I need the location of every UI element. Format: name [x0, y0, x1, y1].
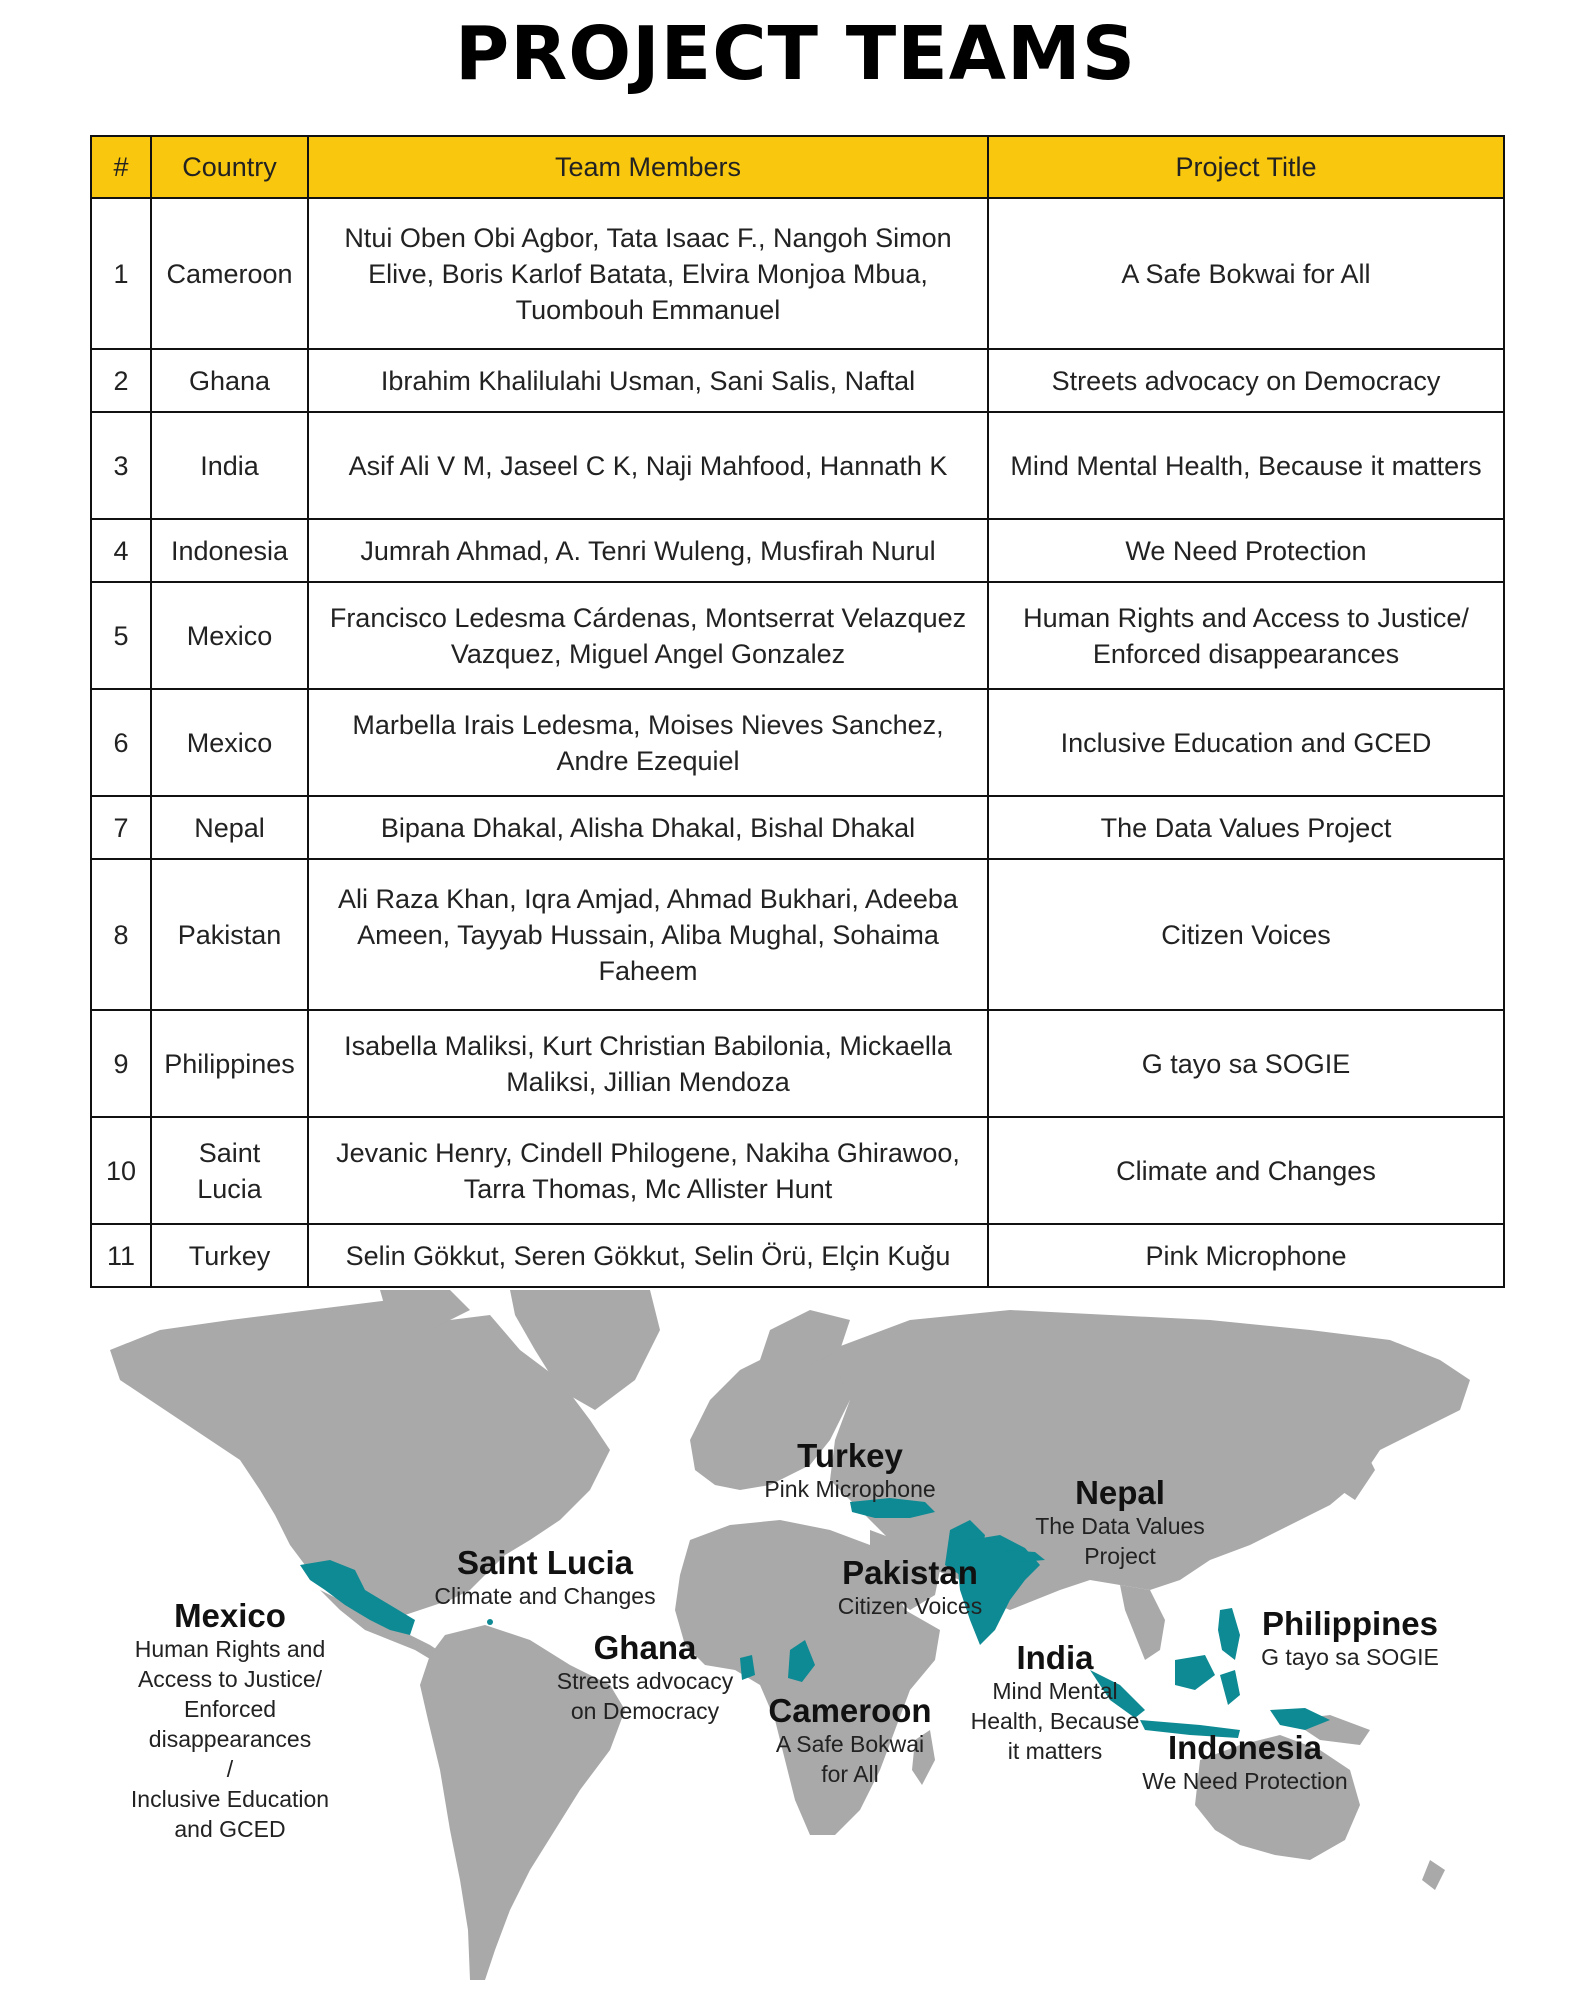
map-label-country: Ghana [593, 1629, 697, 1666]
table-row [91, 412, 1504, 519]
header-country: Country [151, 136, 308, 198]
row-project: Mind Mental Health, Because it matters [988, 412, 1504, 519]
row-country: Cameroon [151, 198, 308, 349]
map-label-project: A Safe Bokwai for All [775, 1731, 925, 1787]
row-project: Pink Microphone [988, 1224, 1504, 1287]
row-number: 4 [91, 519, 151, 582]
row-members: Marbella Irais Ledesma, Moises Nieves Sanchez, Andre Ezequiel [308, 689, 988, 796]
map-label-project: Citizen Voices [837, 1593, 983, 1619]
row-members: Jumrah Ahmad, A. Tenri Wuleng, Musfirah Nurul [308, 519, 988, 582]
row-members: Ntui Oben Obi Agbor, Tata Isaac F., Nangoh Simon Elive, Boris Karlof Batata, Elvira Monjoa Mbua, Tuombouh Emmanuel [308, 198, 988, 349]
row-country: Ghana [151, 349, 308, 412]
row-country: Philippines [151, 1010, 308, 1117]
row-project: Streets advocacy on Democracy [988, 349, 1504, 412]
row-country: Saint Lucia [151, 1117, 308, 1224]
row-project: Climate and Changes [988, 1117, 1504, 1224]
map-label-country: Mexico [174, 1597, 286, 1634]
indonesia-highlight-sulawesi [1220, 1670, 1240, 1705]
row-number: 1 [91, 198, 151, 349]
indonesia-highlight-kalimantan [1175, 1655, 1215, 1690]
row-project: The Data Values Project [988, 796, 1504, 859]
header-project-title: Project Title [988, 136, 1504, 198]
saint-lucia-highlight [487, 1619, 493, 1625]
row-country: Mexico [151, 689, 308, 796]
row-members: Ali Raza Khan, Iqra Amjad, Ahmad Bukhari, Adeeba Ameen, Tayyab Hussain, Aliba Mughal, Sohaima Faheem [308, 859, 988, 1010]
map-label-project: We Need Protection [1142, 1768, 1348, 1794]
row-number: 3 [91, 412, 151, 519]
row-members: Bipana Dhakal, Alisha Dhakal, Bishal Dhakal [308, 796, 988, 859]
table-row [91, 859, 1504, 1010]
map-label-country: Cameroon [768, 1692, 932, 1729]
row-country: India [151, 412, 308, 519]
map-label-saint-lucia [425, 1545, 665, 1611]
row-country: Turkey [151, 1224, 308, 1287]
map-label-nepal [1020, 1475, 1220, 1571]
row-members: Asif Ali V M, Jaseel C K, Naji Mahfood, Hannath K [308, 412, 988, 519]
map-label-project: Human Rights and Access to Justice/ Enforced disappearances / Inclusive Education and GCED [130, 1636, 330, 1842]
map-label-country: Philippines [1261, 1605, 1439, 1642]
row-project: G tayo sa SOGIE [988, 1010, 1504, 1117]
row-country: Pakistan [151, 859, 308, 1010]
table-row [91, 519, 1504, 582]
row-project: Human Rights and Access to Justice/ Enforced disappearances [988, 582, 1504, 689]
table-row [91, 198, 1504, 349]
map-label-country: Saint Lucia [456, 1544, 634, 1581]
table-row [91, 796, 1504, 859]
philippines-highlight [1218, 1608, 1240, 1660]
row-members: Jevanic Henry, Cindell Philogene, Nakiha Ghirawoo, Tarra Thomas, Mc Allister Hunt [308, 1117, 988, 1224]
map-label-project: Streets advocacy on Democracy [556, 1668, 734, 1724]
table-row [91, 1010, 1504, 1117]
map-label-country: Pakistan [842, 1554, 978, 1591]
table-row [91, 1224, 1504, 1287]
map-label-country: Turkey [797, 1437, 903, 1474]
header-team-members: Team Members [308, 136, 988, 198]
map-label-philippines [1240, 1606, 1460, 1672]
map-label-country: Indonesia [1167, 1729, 1323, 1766]
row-country: Nepal [151, 796, 308, 859]
map-label-turkey [750, 1438, 950, 1504]
page-title: PROJECT TEAMS [455, 11, 1136, 97]
row-members: Ibrahim Khalilulahi Usman, Sani Salis, Naftal [308, 349, 988, 412]
header-number: # [91, 136, 151, 198]
map-label-cameroon [750, 1693, 950, 1789]
map-label-mexico [110, 1598, 350, 1844]
map-label-pakistan [810, 1555, 1010, 1621]
world-map [90, 1290, 1503, 1980]
row-project: Citizen Voices [988, 859, 1504, 1010]
map-label-country: India [1016, 1639, 1094, 1676]
row-project: Inclusive Education and GCED [988, 689, 1504, 796]
row-number: 10 [91, 1117, 151, 1224]
row-members: Isabella Maliksi, Kurt Christian Babilonia, Mickaella Maliksi, Jillian Mendoza [308, 1010, 988, 1117]
map-label-project: Pink Microphone [764, 1476, 936, 1502]
map-label-project: The Data Values Project [1035, 1513, 1205, 1569]
row-number: 8 [91, 859, 151, 1010]
row-members: Selin Gökkut, Seren Gökkut, Selin Örü, Elçin Kuğu [308, 1224, 988, 1287]
row-number: 9 [91, 1010, 151, 1117]
map-label-project: G tayo sa SOGIE [1261, 1644, 1439, 1670]
table-row [91, 689, 1504, 796]
row-country: Indonesia [151, 519, 308, 582]
table-header-row [91, 136, 1504, 198]
row-number: 11 [91, 1224, 151, 1287]
row-project: A Safe Bokwai for All [988, 198, 1504, 349]
map-label-ghana [540, 1630, 750, 1726]
map-label-project: Climate and Changes [434, 1583, 656, 1609]
map-label-country: Nepal [1075, 1474, 1165, 1511]
table-row [91, 582, 1504, 689]
row-number: 2 [91, 349, 151, 412]
table-row [91, 1117, 1504, 1224]
row-members: Francisco Ledesma Cárdenas, Montserrat Velazquez Vazquez, Miguel Angel Gonzalez [308, 582, 988, 689]
table-row [91, 349, 1504, 412]
row-country: Mexico [151, 582, 308, 689]
map-label-project: Mind Mental Health, Because it matters [970, 1678, 1140, 1764]
row-project: We Need Protection [988, 519, 1504, 582]
row-number: 6 [91, 689, 151, 796]
map-label-indonesia [1125, 1730, 1365, 1796]
row-number: 7 [91, 796, 151, 859]
new-zealand-shape [1422, 1860, 1445, 1890]
row-number: 5 [91, 582, 151, 689]
project-teams-table [90, 135, 1505, 1288]
